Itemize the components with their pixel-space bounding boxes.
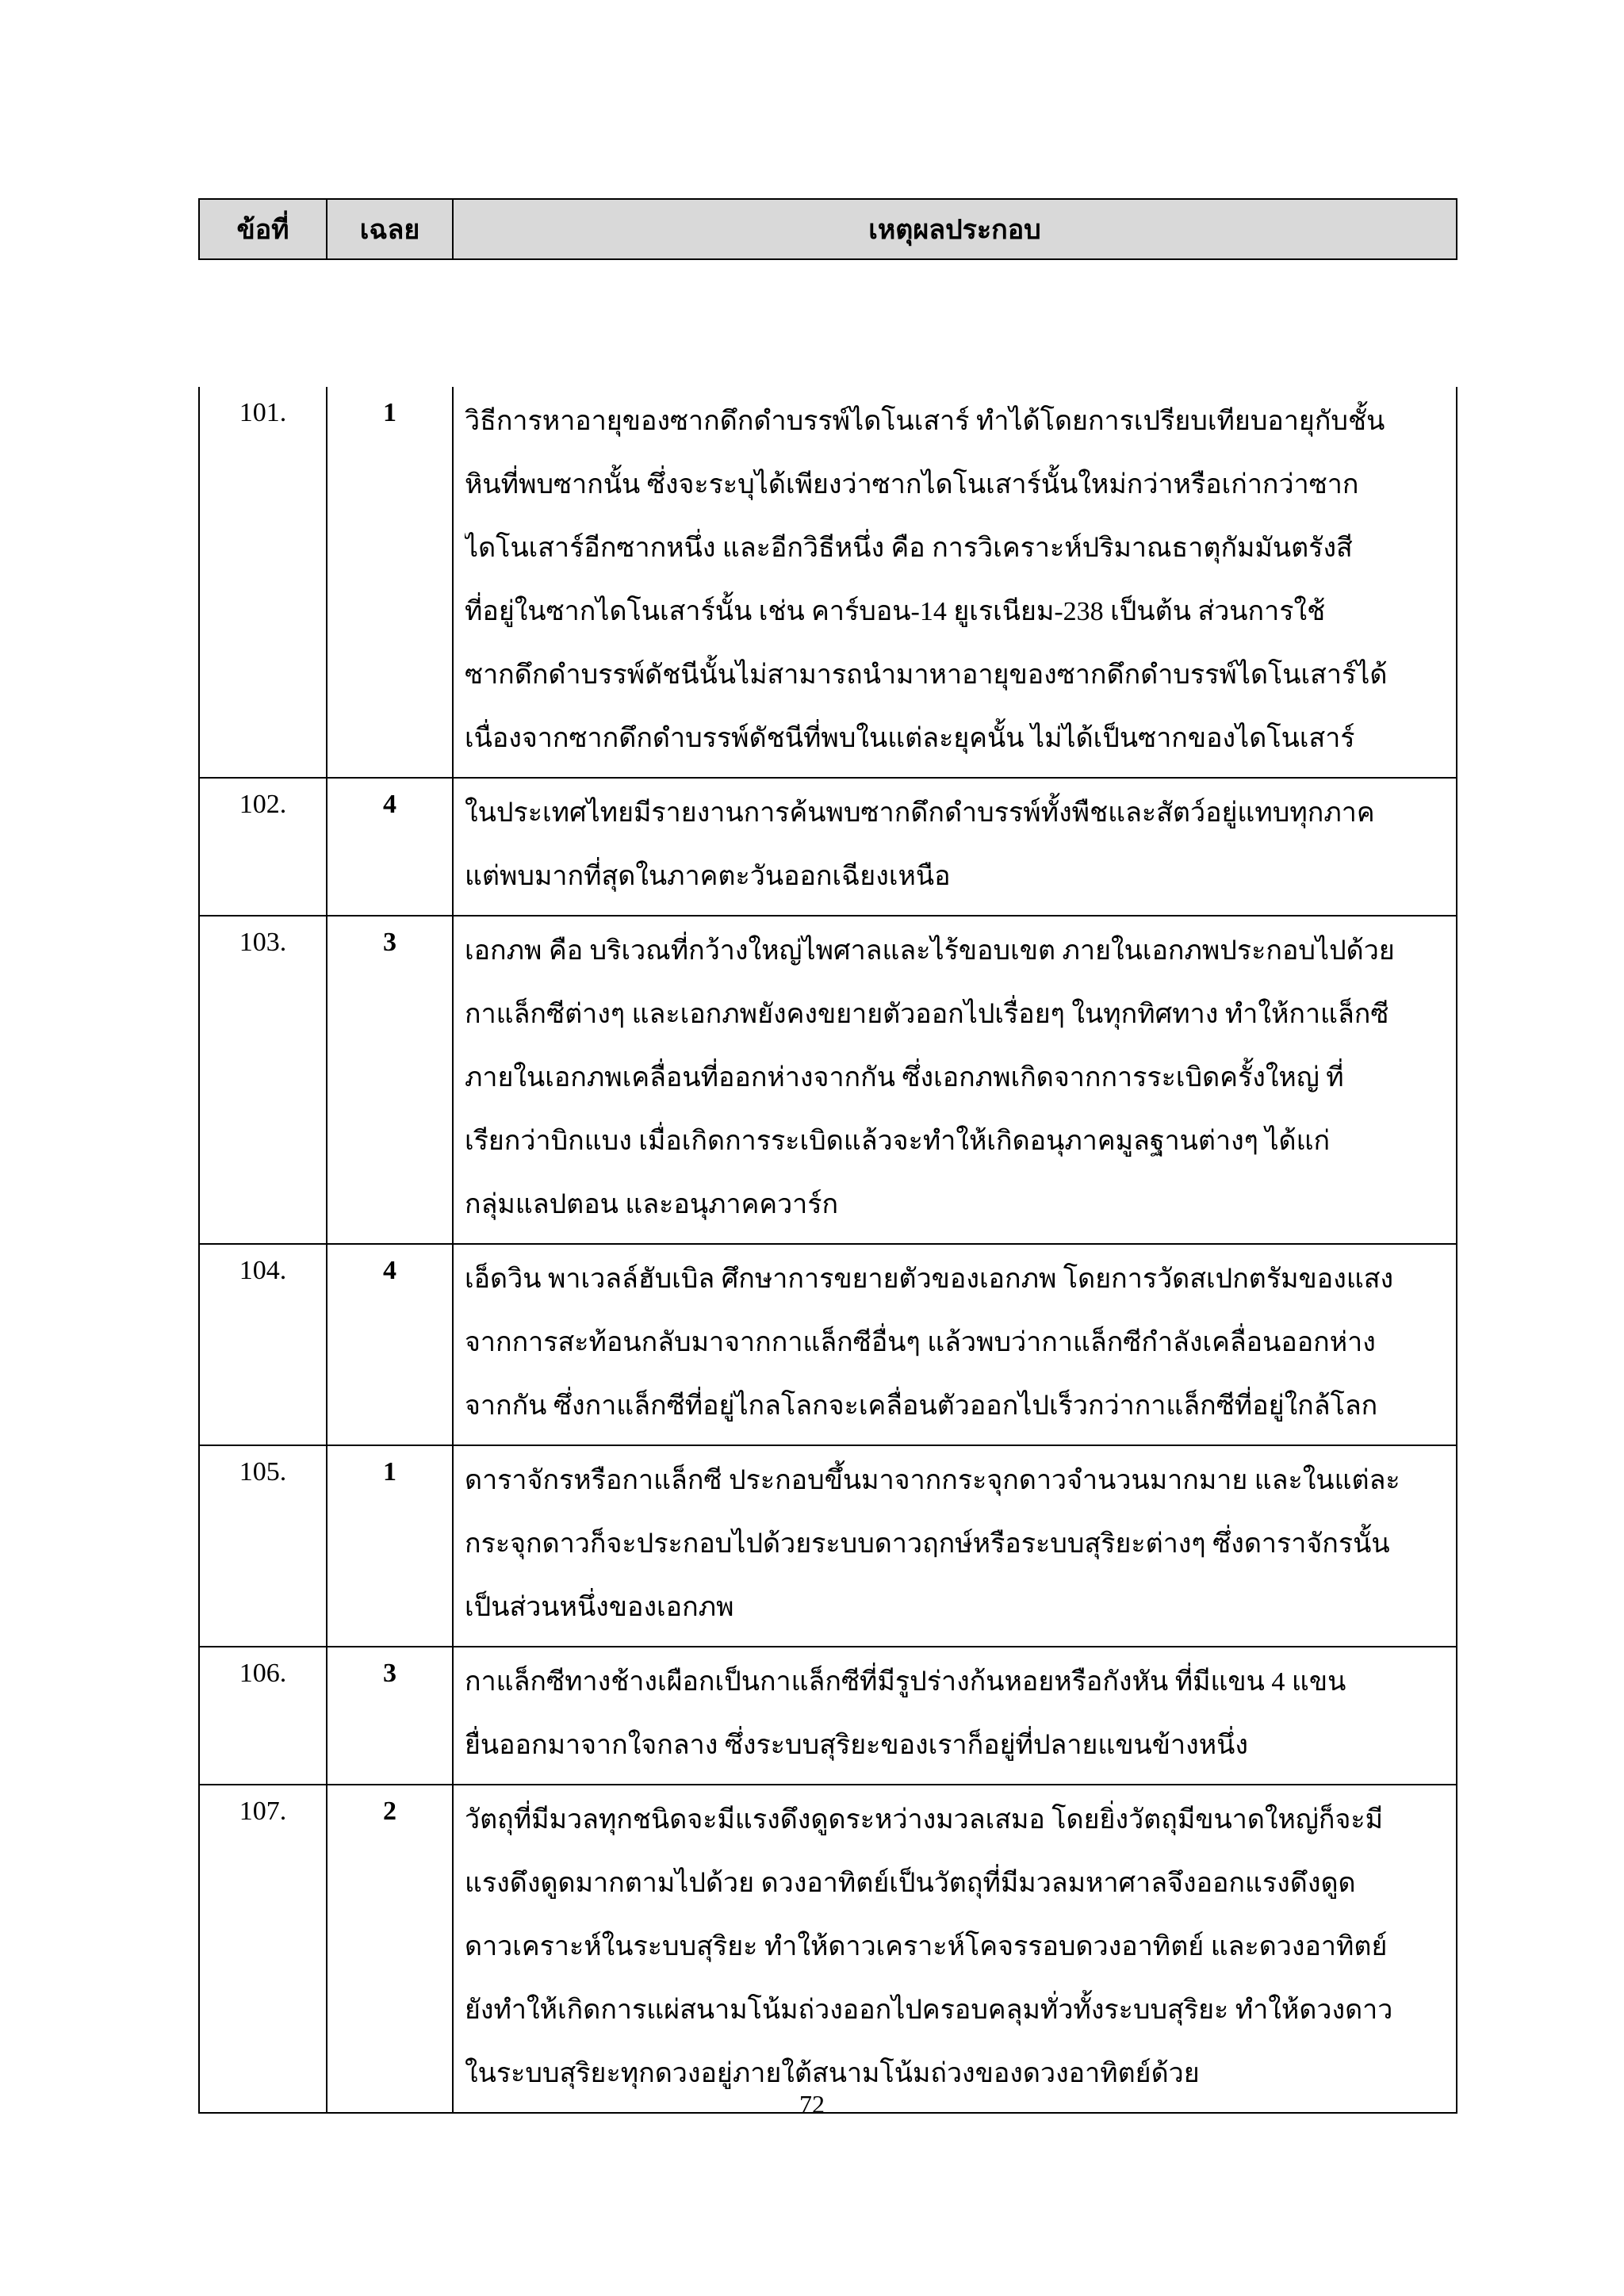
reason-line: ในระบบสุริยะทุกดวงอยู่ภายใต้สนามโน้มถ่วงของดวงอาทิตย์ด้วย xyxy=(465,2059,1200,2088)
header-reason: เหตุผลประกอบ xyxy=(452,200,1456,258)
answer-value: 3 xyxy=(326,916,452,1243)
answer-value: 4 xyxy=(326,779,452,915)
reason-line: ที่อยู่ในซากไดโนเสาร์นั้น เช่น คาร์บอน-14 ยูเรเนียม-238 เป็นต้น ส่วนการใช้ xyxy=(465,597,1326,626)
answer-value: 1 xyxy=(326,1446,452,1646)
item-number: 106. xyxy=(239,1659,287,1688)
table-row xyxy=(200,915,1456,1243)
reason-text xyxy=(452,1785,1456,2112)
table-row xyxy=(200,1646,1456,1784)
reason-line: วัตถุที่มีมวลทุกชนิดจะมีแรงดึงดูดระหว่างมวลเสมอ โดยยิ่งวัตถุมีขนาดใหญ่ก็จะมี xyxy=(465,1805,1384,1835)
reason-line: จากกัน ซึ่งกาแล็กซีที่อยู่ไกลโลกจะเคลื่อนตัวออกไปเร็วกว่ากาแล็กซีที่อยู่ใกล้โลก xyxy=(465,1391,1378,1421)
reason-line: หินที่พบซากนั้น ซึ่งจะระบุได้เพียงว่าซากไดโนเสาร์นั้นใหม่กว่าหรือเก่ากว่าซาก xyxy=(465,470,1359,499)
reason-text xyxy=(452,779,1456,915)
item-number: 107. xyxy=(239,1797,287,1826)
reason-line: ดาวเคราะห์ในระบบสุริยะ ทำให้ดาวเคราะห์โคจรรอบดวงอาทิตย์ และดวงอาทิตย์ xyxy=(465,1932,1388,1961)
item-number: 104. xyxy=(239,1256,287,1285)
answer-value: 1 xyxy=(326,387,452,777)
reason-line: ในประเทศไทยมีรายงานการค้นพบซากดึกดำบรรพ์ทั้งพืชและสัตว์อยู่แทบทุกภาค xyxy=(465,798,1375,828)
table-row xyxy=(200,777,1456,915)
reason-line: กาแล็กซีต่างๆ และเอกภพยังคงขยายตัวออกไปเรื่อยๆ ในทุกทิศทาง ทำให้กาแล็กซี xyxy=(465,1000,1389,1029)
reason-line: เป็นส่วนหนึ่งของเอกภพ xyxy=(465,1593,734,1622)
answer-value: 4 xyxy=(326,1245,452,1445)
item-number: 105. xyxy=(239,1457,287,1487)
table-row xyxy=(200,387,1456,777)
table-row xyxy=(200,1445,1456,1646)
header-answer: เฉลย xyxy=(326,200,452,258)
reason-line: ไดโนเสาร์อีกซากหนึ่ง และอีกวิธีหนึ่ง คือ การวิเคราะห์ปริมาณธาตุกัมมันตรังสี xyxy=(465,534,1353,563)
reason-line: แรงดึงดูดมากตามไปด้วย ดวงอาทิตย์เป็นวัตถุที่มีมวลมหาศาลจึงออกแรงดึงดูด xyxy=(465,1869,1356,1898)
reason-line: ภายในเอกภพเคลื่อนที่ออกห่างจากกัน ซึ่งเอกภพเกิดจากการระเบิดครั้งใหญ่ ที่ xyxy=(465,1063,1344,1093)
item-number: 101. xyxy=(239,398,287,427)
reason-line: เรียกว่าบิกแบง เมื่อเกิดการระเบิดแล้วจะทำให้เกิดอนุภาคมูลฐานต่างๆ ได้แก่ xyxy=(465,1127,1331,1156)
reason-line: จากการสะท้อนกลับมาจากกาแล็กซีอื่นๆ แล้วพบว่ากาแล็กซีกำลังเคลื่อนออกห่าง xyxy=(465,1328,1376,1357)
reason-line: เอ็ดวิน พาเวลล์ฮับเบิล ศึกษาการขยายตัวของเอกภพ โดยการวัดสเปกตรัมของแสง xyxy=(465,1265,1394,1294)
reason-text xyxy=(452,916,1456,1243)
reason-text xyxy=(452,1647,1456,1784)
reason-line: กระจุกดาวก็จะประกอบไปด้วยระบบดาวฤกษ์หรือระบบสุริยะต่างๆ ซึ่งดาราจักรนั้น xyxy=(465,1529,1390,1559)
reason-line: เนื่องจากซากดึกดำบรรพ์ดัชนีที่พบในแต่ละยุคนั้น ไม่ได้เป็นซากของไดโนเสาร์ xyxy=(465,724,1355,753)
answer-value: 2 xyxy=(326,1785,452,2112)
page-number: 72 xyxy=(799,2090,825,2118)
reason-text xyxy=(452,1446,1456,1646)
reason-line: ดาราจักรหรือกาแล็กซี ประกอบขึ้นมาจากกระจุกดาวจำนวนมากมาย และในแต่ละ xyxy=(465,1466,1400,1495)
reason-line: แต่พบมากที่สุดในภาคตะวันออกเฉียงเหนือ xyxy=(465,862,951,891)
reason-line: กลุ่มแลปตอน และอนุภาคควาร์ก xyxy=(465,1190,839,1219)
reason-line: ยังทำให้เกิดการแผ่สนามโน้มถ่วงออกไปครอบคลุมทั่วทั้งระบบสุริยะ ทำให้ดวงดาว xyxy=(465,1996,1393,2025)
item-number: 102. xyxy=(239,790,287,819)
reason-line: กาแล็กซีทางช้างเผือกเป็นกาแล็กซีที่มีรูปร่างก้นหอยหรือกังหัน ที่มีแขน 4 แขน xyxy=(465,1667,1346,1697)
table-row xyxy=(200,1784,1456,2112)
reason-text xyxy=(452,1245,1456,1445)
reason-line: เอกภพ คือ บริเวณที่กว้างใหญ่ไพศาลและไร้ขอบเขต ภายในเอกภพประกอบไปด้วย xyxy=(465,936,1395,966)
header-item-number: ข้อที่ xyxy=(236,216,289,245)
item-number: 103. xyxy=(239,928,287,957)
table-row xyxy=(200,1243,1456,1445)
reason-line: ซากดึกดำบรรพ์ดัชนีนั้นไม่สามารถนำมาหาอายุของซากดึกดำบรรพ์ไดโนเสาร์ได้ xyxy=(465,660,1388,690)
reason-text xyxy=(452,387,1456,777)
reason-line: ยื่นออกมาจากใจกลาง ซึ่งระบบสุริยะของเราก็อยู่ที่ปลายแขนข้างหนึ่ง xyxy=(465,1731,1248,1760)
answer-table-body xyxy=(198,387,1457,2114)
reason-line: วิธีการหาอายุของซากดึกดำบรรพ์ไดโนเสาร์ ทำได้โดยการเปรียบเทียบอายุกับชั้น xyxy=(465,407,1385,436)
answer-table-header xyxy=(198,198,1457,260)
answer-value: 3 xyxy=(326,1647,452,1784)
